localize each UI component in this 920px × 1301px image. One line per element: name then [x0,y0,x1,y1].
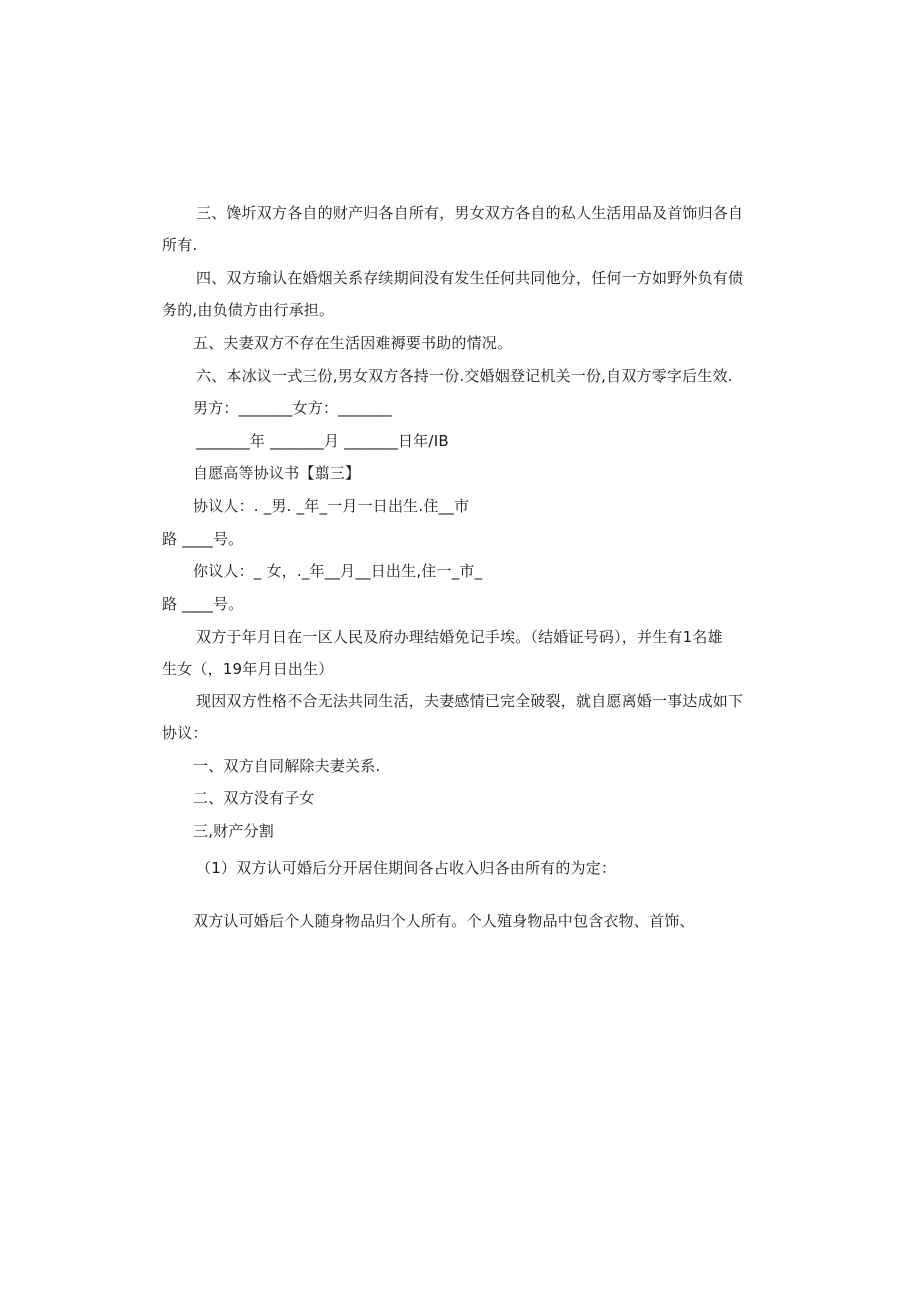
party-1-line-2: 路 ____号。 [162,530,244,548]
clause-4-line-1: 四、双方瑜认在婚烟关系存续期间没有发生任何共同他分，任何一方如野外负有债 [196,269,744,287]
date-line: _______年 _______月 _______日年/IB [196,432,449,450]
clause-3-line-1: 三、馋圻双方各自的财产归各自所有，男女双方各自的私人生活用品及首饰归各自 [196,204,744,222]
property-clause-2: 双方认可婚后个人随身物品归个人所有。个人殖身物品中包含衣物、首饰、 [193,912,695,930]
clause-6: 六、本冰议一式三份,男女双方各持一份.交婚姻登记机关一份,自双方零字后生效. [196,367,733,385]
party-1-line-1: 协议人：. _男. _年_一月一日出生.住__市 [193,497,470,515]
agreement-item-3: 三,财产分割 [193,822,274,840]
marriage-info-line-2: 生女（，19年月日出生） [162,660,334,678]
agreement-item-2: 二、双方没有子女 [193,789,315,807]
reason-line-1: 现因双方性格不合无法共同生活，夫妻感情已完全破裂，就自愿离婚一事达成如下 [196,692,744,710]
agreement-item-1: 一、双方自同解除夫妻关系. [193,757,381,775]
clause-3-line-2: 所有. [162,236,198,254]
section-title: 自愿高等协议书【翦三】 [193,464,361,482]
reason-line-2: 协议： [162,724,208,742]
property-clause-1: （1）双方认可婚后分开居住期间各占收入归各由所有的为定： [196,859,617,877]
signature-line: 男方：_______女方：_______ [193,399,393,417]
party-2-line-1: 你议人：_ 女，._年__月__日出生,住一_市_ [193,562,483,580]
party-2-line-2: 路 ____号。 [162,595,244,613]
clause-5: 五、夫妻双方不存在生活因难褥要书助的情况。 [193,334,513,352]
marriage-info-line-1: 双方于年月日在一区人民及府办理结婚免记手埃。（结婚证号码），并生有1名雄 [196,628,723,646]
clause-4-line-2: 务的,由负债方由行承担。 [162,301,335,319]
